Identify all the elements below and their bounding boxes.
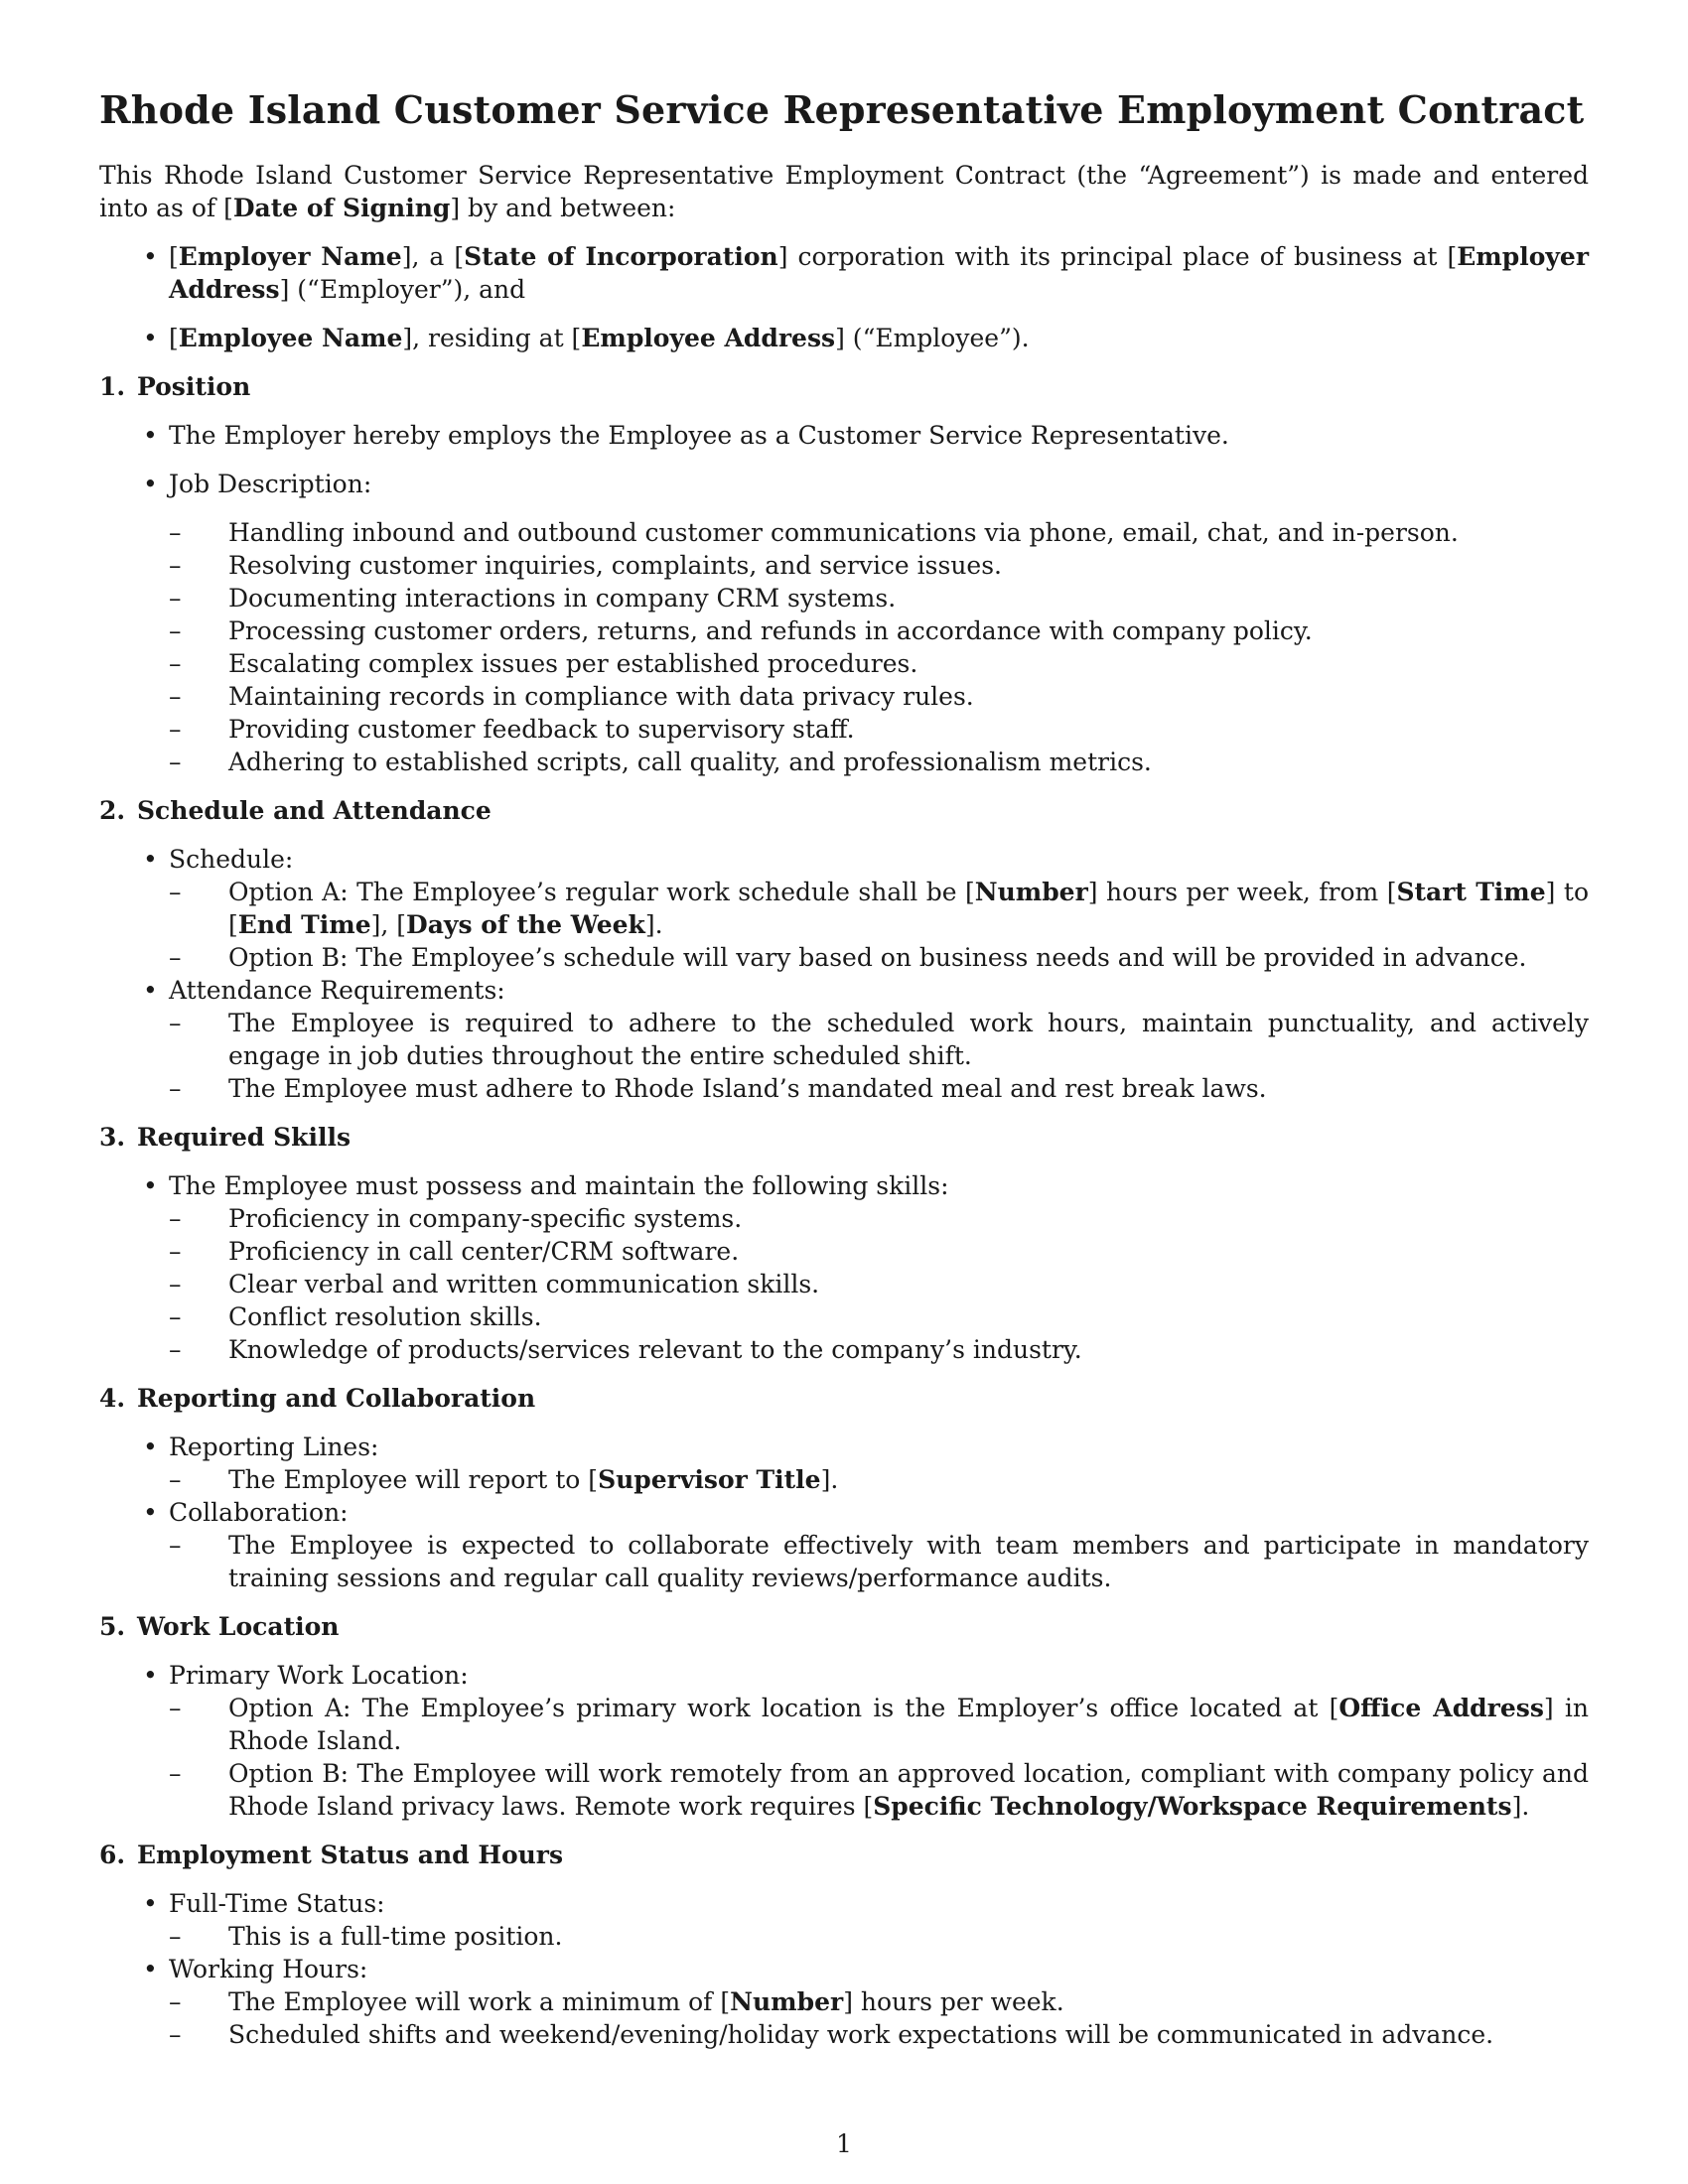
dash-icon: – bbox=[169, 648, 182, 678]
duties-list bbox=[169, 516, 1589, 778]
dash-icon: – bbox=[169, 1693, 182, 1722]
bullet-icon: • bbox=[143, 469, 158, 498]
intro-text: ] by and between: bbox=[450, 193, 676, 222]
section-skills bbox=[99, 1121, 1589, 1366]
bullet-icon: • bbox=[143, 1954, 158, 1983]
section-location bbox=[99, 1610, 1589, 1823]
section-heading: 5. Work Location bbox=[99, 1611, 340, 1641]
list-item: • The Employer hereby employs the Employee as a Customer Service Representative. bbox=[143, 420, 1229, 450]
dash-icon: – bbox=[169, 1236, 182, 1266]
dash-icon: – bbox=[169, 1921, 182, 1951]
duty-item: – Adhering to established scripts, call quality, and professionalism metrics. bbox=[169, 747, 1152, 776]
list-item: • Schedule: – Option A: The Employee’s regular work schedule shall be [Number] hours per week, from [Start Time] to [End Time], [Days of the Week]. – Option B: The Employee’s schedule will vary based on business needs and will be provided in advance. bbox=[143, 844, 1589, 972]
skill-item: – Proficiency in call center/CRM software. bbox=[169, 1236, 740, 1266]
sub-item: – Scheduled shifts and weekend/evening/holiday work expectations will be communicated in advance. bbox=[169, 2019, 1494, 2049]
dash-icon: – bbox=[169, 1008, 182, 1037]
dash-icon: – bbox=[169, 1530, 182, 1560]
bullet-icon: • bbox=[143, 1888, 158, 1918]
skill-item: – Conflict resolution skills. bbox=[169, 1301, 542, 1331]
dash-icon: – bbox=[169, 714, 182, 744]
sub-item: – The Employee will report to [Supervisor Title]. bbox=[169, 1464, 839, 1494]
dash-icon: – bbox=[169, 517, 182, 547]
list-item: • Reporting Lines: – The Employee will report to [Supervisor Title]. bbox=[99, 1431, 1589, 1496]
list-item: • Primary Work Location: – Option A: The Employee’s primary work location is the Employer’s office located at [Office Address] in Rhode Island. – Option B: The Employee will work remotely from an approved location, compliant with company policy and Rhode Island privacy laws. Remote work requires [Specific Technology/Workspace Requirements]. bbox=[143, 1660, 1590, 1821]
dash-icon: – bbox=[169, 1464, 182, 1494]
section-heading: 4. Reporting and Collaboration bbox=[99, 1383, 536, 1413]
intro-text: This Rhode Island Customer Service Representative Employment Contract (the “Agreement”) is made and entered into as of [ bbox=[99, 160, 1589, 222]
sub-item: – The Employee must adhere to Rhode Island’s mandated meal and rest break laws. bbox=[169, 1073, 1267, 1103]
section-heading: 1. Position bbox=[99, 371, 251, 401]
sub-item: – Option A: The Employee’s regular work schedule shall be [Number] hours per week, from [Start Time] to [End Time], [Days of the Week]. bbox=[169, 877, 1589, 939]
sub-item: – Option A: The Employee’s primary work location is the Employer’s office located at [Office Address] in Rhode Island. bbox=[169, 1693, 1590, 1755]
bullet-icon: • bbox=[143, 241, 158, 271]
employer-name-placeholder: Employer Name bbox=[178, 241, 402, 271]
section-reporting bbox=[99, 1382, 1589, 1594]
employer-address-placeholder: Employer Address bbox=[169, 241, 1589, 304]
dash-icon: – bbox=[169, 615, 182, 645]
duty-item: – Processing customer orders, returns, and refunds in accordance with company policy. bbox=[169, 615, 1313, 645]
list-item: • Job Description: – Handling inbound and outbound customer communications via phone, email, chat, and in-person. – Resolving customer inquiries, complaints, and service issues. – Documenting interactions in company CRM systems. – Processing customer orders, returns, and refunds in accordance with company policy. – Escalating complex issues per established procedures. – Maintaining records in compliance with data privacy rules. – Providing customer feedback to supervisory staff. – Adhering to established scripts, call quality, and professionalism metrics. bbox=[99, 468, 1589, 778]
dash-icon: – bbox=[169, 747, 182, 776]
bullet-icon: • bbox=[143, 1497, 158, 1527]
sub-item: – Option B: The Employee’s schedule will vary based on business needs and will be provided in advance. bbox=[169, 942, 1527, 972]
section-heading: 6. Employment Status and Hours bbox=[99, 1840, 564, 1869]
bullet-icon: • bbox=[143, 1660, 158, 1690]
bullet-icon: • bbox=[143, 1170, 158, 1200]
dash-icon: – bbox=[169, 681, 182, 711]
bullet-icon: • bbox=[143, 1432, 158, 1461]
document-title: Rhode Island Customer Service Representative Employment Contract bbox=[99, 87, 1585, 132]
dash-icon: – bbox=[169, 1269, 182, 1298]
sub-item: – The Employee will work a minimum of [Number] hours per week. bbox=[169, 1986, 1064, 2016]
dash-icon: – bbox=[169, 877, 182, 906]
dash-icon: – bbox=[169, 1758, 182, 1788]
duty-item: – Providing customer feedback to supervisory staff. bbox=[169, 714, 855, 744]
bullet-icon: • bbox=[143, 323, 158, 352]
duty-item: – Escalating complex issues per established procedures. bbox=[169, 648, 918, 678]
section-heading: 2. Schedule and Attendance bbox=[99, 795, 492, 825]
date-placeholder: Date of Signing bbox=[232, 193, 451, 222]
parties-list bbox=[99, 240, 1589, 354]
duty-item: – Resolving customer inquiries, complaints, and service issues. bbox=[169, 550, 1003, 580]
duty-item: – Handling inbound and outbound customer communications via phone, email, chat, and in-person. bbox=[169, 517, 1459, 547]
party-employee: • [Employee Name], residing at [Employee Address] (“Employee”). bbox=[143, 323, 1030, 352]
list-item: • Attendance Requirements: – The Employee is required to adhere to the scheduled work hours, maintain punctuality, and actively engage in job duties throughout the entire scheduled shift. – The Employee must adhere to Rhode Island’s mandated meal and rest break laws. bbox=[143, 975, 1589, 1103]
employee-address-placeholder: Employee Address bbox=[581, 323, 836, 352]
dash-icon: – bbox=[169, 1073, 182, 1103]
bullet-icon: • bbox=[143, 844, 158, 874]
intro-paragraph bbox=[99, 159, 1589, 224]
sub-item: – Option B: The Employee will work remotely from an approved location, compliant with company policy and Rhode Island privacy laws. Remote work requires [Specific Technology/Workspace Requirements]. bbox=[169, 1758, 1589, 1821]
section-heading: 3. Required Skills bbox=[99, 1122, 352, 1152]
dash-icon: – bbox=[169, 1334, 182, 1364]
dash-icon: – bbox=[169, 1986, 182, 2016]
section-status bbox=[99, 1839, 1589, 2051]
sub-item: – The Employee is required to adhere to the scheduled work hours, maintain punctuality, and actively engage in job duties throughout the entire scheduled shift. bbox=[169, 1008, 1589, 1070]
duty-item: – Maintaining records in compliance with data privacy rules. bbox=[169, 681, 974, 711]
bullet-icon: • bbox=[143, 420, 158, 450]
skills-list bbox=[169, 1202, 1589, 1366]
dash-icon: – bbox=[169, 1301, 182, 1331]
list-item: • Collaboration: – The Employee is expected to collaborate effectively with team members and participate in mandatory training sessions and regular call quality reviews/performance audits. bbox=[143, 1497, 1589, 1592]
dash-icon: – bbox=[169, 550, 182, 580]
dash-icon: – bbox=[169, 942, 182, 972]
skill-item: – Knowledge of products/services relevant to the company’s industry. bbox=[169, 1334, 1082, 1364]
list-item: • Working Hours: – The Employee will work a minimum of [Number] hours per week. – Scheduled shifts and weekend/evening/holiday work expectations will be communicated in advance. bbox=[99, 1953, 1589, 2051]
party-employer: • [Employer Name], a [State of Incorporation] corporation with its principal place of business at [Employer Address] (“Employer”), and bbox=[143, 241, 1589, 304]
skill-item: – Clear verbal and written communication skills. bbox=[169, 1269, 820, 1298]
employee-name-placeholder: Employee Name bbox=[178, 323, 403, 352]
dash-icon: – bbox=[169, 2019, 182, 2049]
dash-icon: – bbox=[169, 1203, 182, 1233]
section-position bbox=[99, 370, 1589, 778]
skill-item: – Proficiency in company-specific systems. bbox=[169, 1203, 743, 1233]
list-item: • The Employee must possess and maintain the following skills: – Proficiency in company-specific systems. – Proficiency in call center/CRM software. – Clear verbal and written communication skills. – Conflict resolution skills. – Knowledge of products/services relevant to the company’s industry. bbox=[99, 1169, 1589, 1366]
state-placeholder: State of Incorporation bbox=[464, 241, 778, 271]
sub-item: – The Employee is expected to collaborate effectively with team members and participate in mandatory training sessions and regular call quality reviews/performance audits. bbox=[169, 1530, 1589, 1592]
section-schedule bbox=[99, 794, 1589, 1105]
sub-item: – This is a full-time position. bbox=[169, 1921, 563, 1951]
page-number: 1 bbox=[836, 2129, 852, 2158]
duty-item: – Documenting interactions in company CRM systems. bbox=[169, 583, 897, 613]
dash-icon: – bbox=[169, 583, 182, 613]
bullet-icon: • bbox=[143, 975, 158, 1005]
list-item: • Full-Time Status: – This is a full-time position. bbox=[99, 1887, 1589, 1953]
